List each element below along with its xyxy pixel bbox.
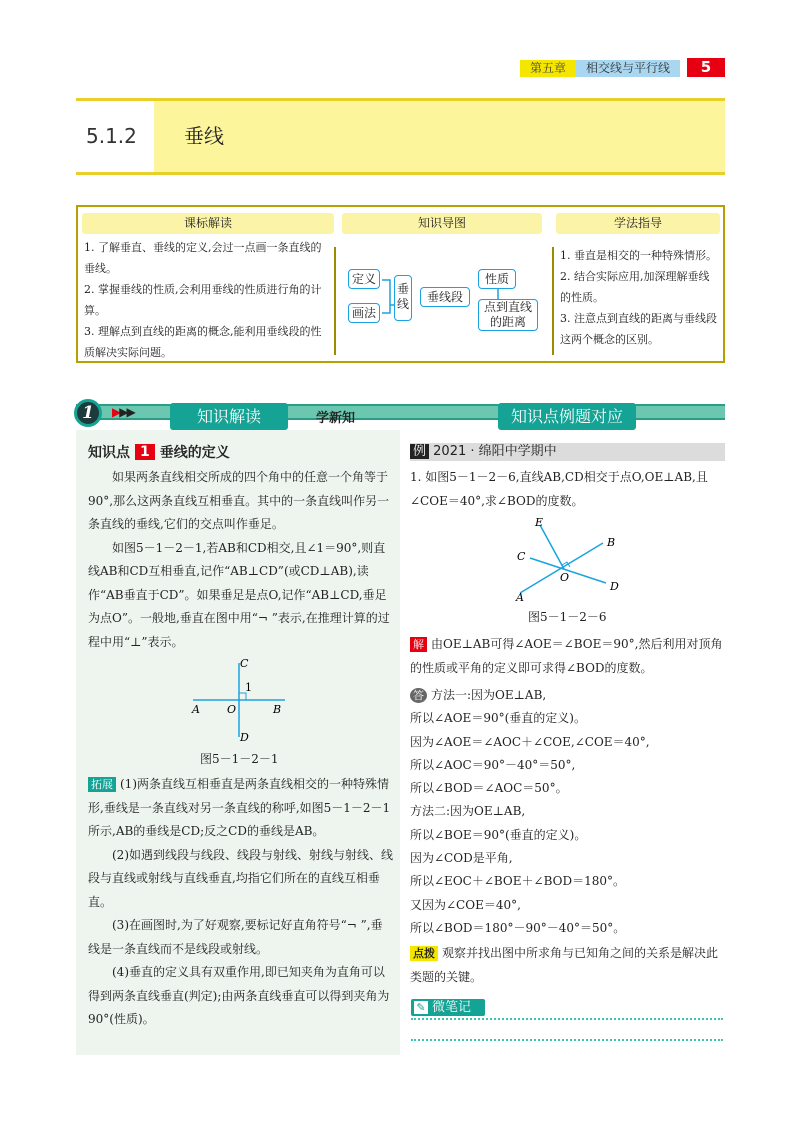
notes-header [411,999,485,1016]
label-O: O [227,703,237,716]
knowledge-point-label: 知识点 [88,445,130,461]
extension-item: (3)在画图时,为了好观察,要标记好直角符号“¬ ”,垂线是一条直线而不是线段或射线。 [88,918,383,956]
list-item: 1. 了解垂直、垂线的定义,会过一点画一条直线的垂线。 [84,241,322,275]
answer-line: 所以∠EOC＋∠BOE＋∠BOD＝180°。 [410,874,625,889]
tip-text: 观察并找出图中所求角与已知角之间的关系是解决此类题的关键。 [410,946,719,984]
solution-text: 由OE⊥AB可得∠AOE＝∠BOE＝90°,然后利用对顶角的性质或平角的定义即可求得∠BOD的度数。 [410,637,723,675]
label-O: O [560,571,570,584]
example-heading: 知识点例题对应 [498,403,636,430]
knowledge-subheading: 学新知 [316,411,356,426]
extension-notes [88,773,393,1032]
answer-line: 所以∠BOD＝∠AOC＝50°。 [410,781,568,796]
figure-perpendicular [185,655,295,745]
label-A: A [192,703,200,716]
notes-line[interactable] [411,1039,723,1041]
example-question: 1. 如图5－1－2－6,直线AB,CD相交于点O,OE⊥AB,且∠COE＝40°,求∠BOD的度数。 [410,470,708,508]
extension-item: (4)垂直的定义具有双重作用,即已知夹角为直角可以得到两条直线垂直(判定);由两条直线垂直可以得到夹角为90°(性质)。 [88,965,390,1026]
extension-item: (1)两条直线互相垂直是两条直线相交的一种特殊情形,垂线是一条直线对另一条直线的称呼,如图5－1－2－1所示,AB的垂线是CD;反之CD的垂线是AB。 [88,777,391,838]
section-title-banner [76,98,725,175]
label-D: D [240,731,249,744]
knowledge-point-title: 垂线的定义 [159,445,230,461]
figure-example [510,513,630,603]
answer-line: 方法一:因为OE⊥AB, [431,688,547,702]
answer-line: 所以∠BOD＝180°－90°－40°＝50°。 [410,920,626,935]
answer-line: 所以∠AOE＝90°(垂直的定义)。 [410,711,586,726]
overview-heading-method: 学法指导 [556,213,720,234]
section-number-badge: 1 [74,399,102,427]
knowledge-point-index: 1 [135,444,155,460]
overview-heading-standards: 课标解读 [82,213,334,234]
overview-box [76,205,725,363]
section-label: 相交线与平行线 [576,60,680,77]
list-item: 2. 掌握垂线的性质,会利用垂线的性质进行角的计算。 [84,283,322,317]
example-source: 2021 · 绵阳中学期中 [433,444,557,459]
notes-line[interactable] [411,1018,723,1020]
label-B: B [607,536,616,549]
list-item: 3. 注意点到直线的距离与垂线段这两个概念的区别。 [560,312,717,346]
notes-label: 微笔记 [432,1000,472,1015]
arrows-icon: ▶▶▶ [112,405,134,419]
list-item: 1. 垂直是相交的一种特殊情形。 [560,249,717,262]
knowledge-heading: 知识解读 [170,403,288,430]
map-node-property: 性质 [478,269,516,289]
label-angle-1: 1 [245,681,252,694]
answer-block [410,684,725,989]
list-item: 3. 理解点到直线的距离的概念,能利用垂线段的性质解决实际问题。 [84,325,322,359]
overview-heading-map: 知识导图 [342,213,542,234]
answer-line: 所以∠BOE＝90°(垂直的定义)。 [410,827,587,842]
label-B: B [273,703,282,716]
answer-line: 方法二:因为OE⊥AB, [410,804,526,819]
map-node-perpendicular: 垂线 [394,275,412,321]
list-item: 2. 结合实际应用,加深理解垂线的性质。 [560,270,710,304]
answer-line: 所以∠AOC＝90°－40°＝50°, [410,757,576,772]
label-D: D [610,580,619,593]
answer-line: 又因为∠COE＝40°, [410,897,521,912]
definition-paragraph: 如果两条直线相交所成的四个角中的任意一个角等于90°,那么这两条直线互相垂直。其中的一条直线叫作另一条直线的垂线,它们的交点叫作垂足。 [88,470,390,531]
map-node-drawing: 画法 [348,303,380,323]
map-node-segment: 垂线段 [420,287,470,307]
map-node-definition: 定义 [348,269,380,289]
label-C: C [240,657,249,670]
page-number: 5 [687,58,725,77]
section-title: 垂线 [184,124,224,148]
section-number: 5.1.2 [76,101,154,172]
solution-analysis [410,633,725,680]
map-node-distance: 点到直线的距离 [478,299,538,331]
chapter-label: 第五章 [520,60,576,77]
label-C: C [517,550,526,563]
knowledge-content [88,442,393,654]
tip-tag: 点拨 [410,946,438,961]
solution-tag: 解 [410,637,427,652]
example-tag: 例 [410,444,429,459]
figure-caption: 图5－1－2－1 [200,752,279,766]
pencil-icon: ✎ [414,1001,428,1014]
divider [334,247,336,355]
extension-tag: 拓展 [88,777,116,792]
label-A: A [516,591,524,603]
example-source-bar [410,443,725,461]
extension-item: (2)如遇到线段与线段、线段与射线、射线与射线、线段与直线或射线与直线垂直,均指它们所在的直线互相垂直。 [88,847,394,909]
notation-paragraph: 如图5－1－2－1,若AB和CD相交,且∠1＝90°,则直线AB和CD互相垂直,记作“AB⊥CD”(或CD⊥AB),读作“AB垂直于CD”。如果垂足是点O,记作“AB⊥CD,垂足为点O”。一般地,垂直在图中用“¬ ”表示,在推理计算的过程中用“⊥”表示。 [88,540,390,649]
method-list [560,245,718,350]
answer-line: 因为∠COD是平角, [410,851,513,866]
answer-tag: 答 [410,688,427,703]
standards-list [84,237,332,363]
answer-line: 因为∠AOE＝∠AOC＋∠COE,∠COE＝40°, [410,734,650,749]
label-E: E [535,516,544,529]
divider [552,247,554,355]
figure-caption: 图5－1－2－6 [528,610,607,624]
